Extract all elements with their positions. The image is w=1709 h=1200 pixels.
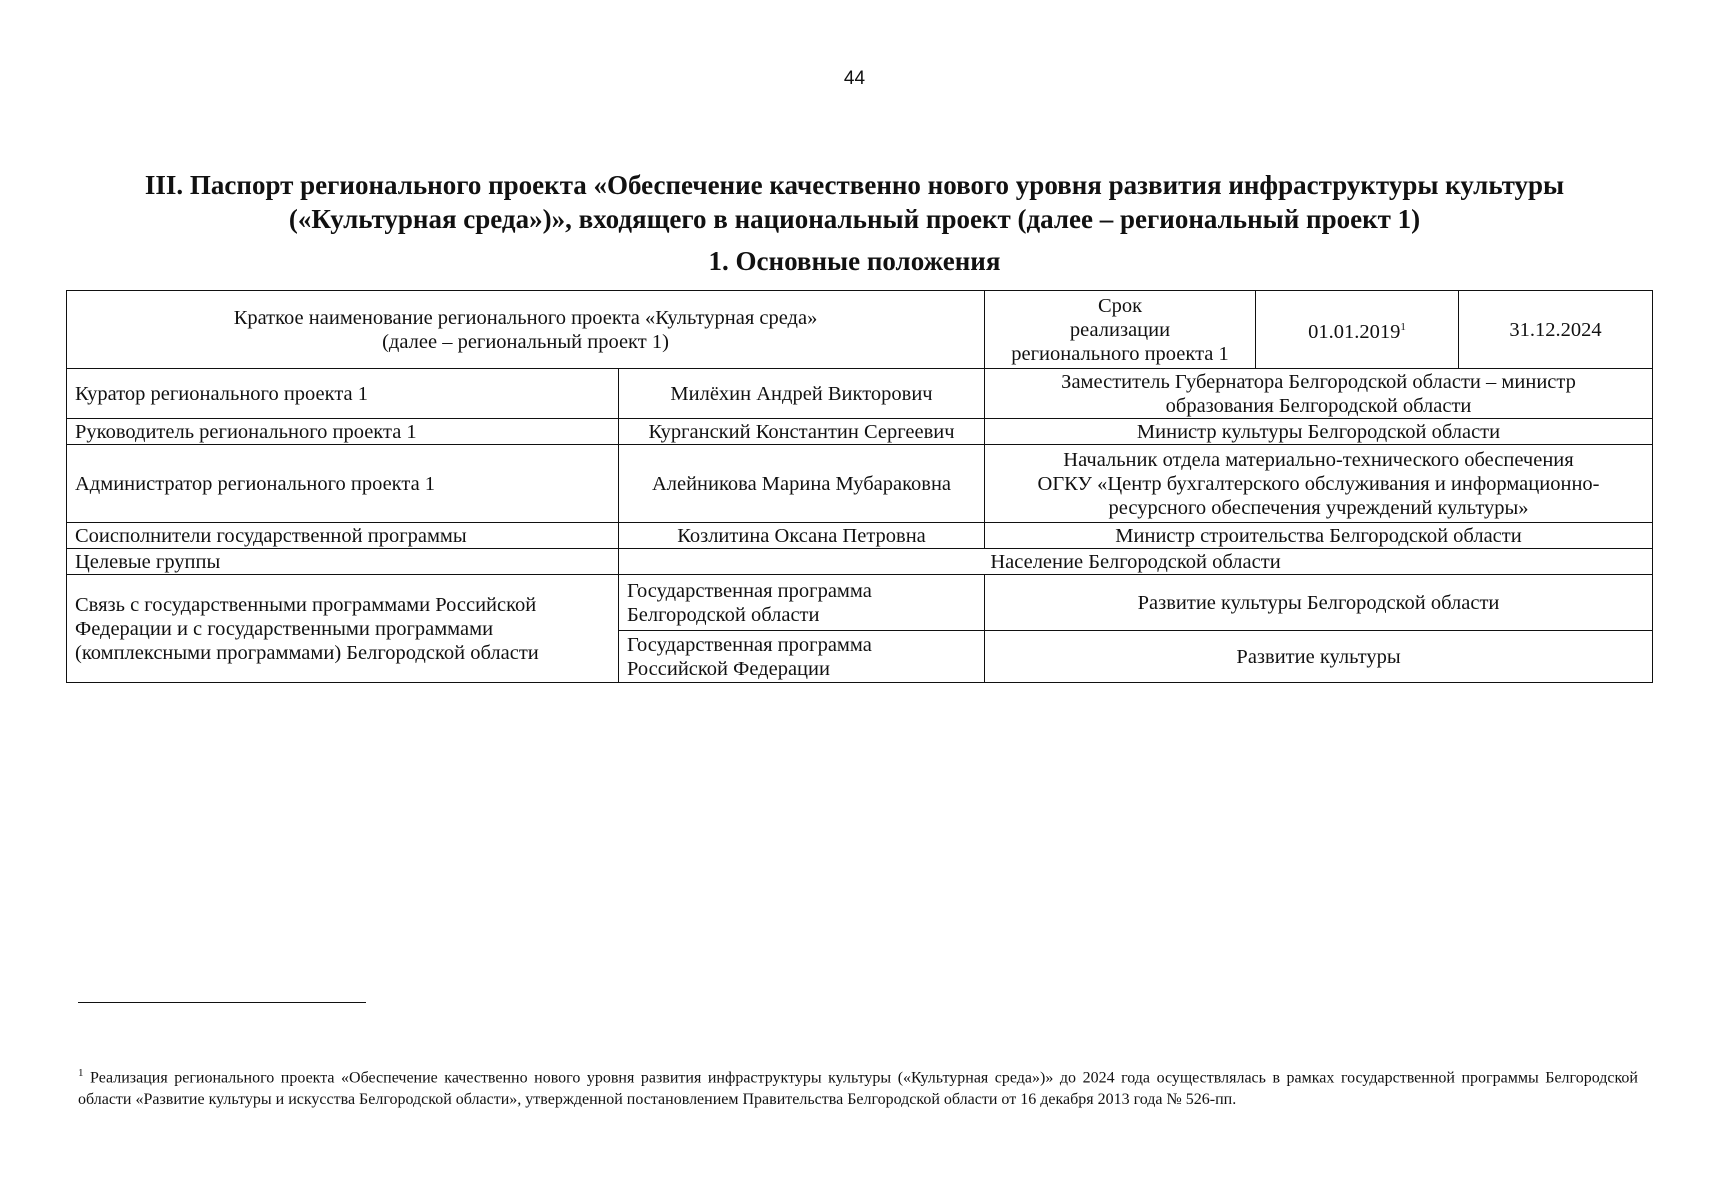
row-label: Куратор регионального проекта 1 xyxy=(67,369,619,419)
position-line-3: ресурсного обеспечения учреждений культуры» xyxy=(1108,496,1529,519)
program-type-line-2: Белгородской области xyxy=(627,603,820,626)
document-title-line-1: III. Паспорт регионального проекта «Обеспечение качественно нового уровня развития инфраструктуры культуры xyxy=(144,170,1565,200)
program-name: Развитие культуры xyxy=(985,631,1653,683)
table-header-row xyxy=(67,291,1653,369)
person-name: Милёхин Андрей Викторович xyxy=(619,369,985,419)
position-cell xyxy=(985,369,1653,419)
program-type-cell xyxy=(619,631,985,683)
footnote-separator xyxy=(78,1002,366,1003)
start-date: 01.01.2019 xyxy=(1308,320,1401,343)
section-title: 1. Основные положения xyxy=(708,246,1001,276)
program-links-label-line-2: Федерации и с государственными программами xyxy=(75,617,494,640)
person-name: Курганский Константин Сергеевич xyxy=(619,419,985,445)
target-group-value: Население Белгородской области xyxy=(619,549,1653,575)
person-name: Алейникова Марина Мубараковна xyxy=(619,445,985,523)
row-label: Целевые группы xyxy=(67,549,619,575)
table-row xyxy=(67,549,1653,575)
program-type-line-1: Государственная программа xyxy=(627,579,872,602)
project-short-name-line-2: (далее – региональный проект 1) xyxy=(382,330,669,353)
term-label-line-3: регионального проекта 1 xyxy=(1011,342,1229,365)
program-type-line-1: Государственная программа xyxy=(627,633,872,656)
table-row xyxy=(67,575,1653,631)
end-date-cell xyxy=(1459,291,1653,369)
program-type-line-2: Российской Федерации xyxy=(627,657,830,680)
program-links-label-cell xyxy=(67,575,619,683)
position-cell: Министр строительства Белгородской области xyxy=(985,523,1653,549)
start-date-cell xyxy=(1256,291,1459,369)
footnote xyxy=(78,1062,1638,1111)
program-links-label-line-1: Связь с государственными программами Российской xyxy=(75,593,537,616)
table-row xyxy=(67,523,1653,549)
program-links-label-line-3: (комплексными программами) Белгородской области xyxy=(75,641,539,664)
project-short-name-cell xyxy=(67,291,985,369)
end-date: 31.12.2024 xyxy=(1509,318,1602,341)
position-cell xyxy=(985,445,1653,523)
term-label-line-2: реализации xyxy=(1069,318,1171,341)
page-number: 44 xyxy=(843,68,866,89)
program-name: Развитие культуры Белгородской области xyxy=(985,575,1653,631)
document-title-line-2: («Культурная среда»)», входящего в национальный проект (далее – региональный проект 1) xyxy=(288,204,1421,234)
position-line-2: ОГКУ «Центр бухгалтерского обслуживания и информационно- xyxy=(1037,472,1600,495)
project-short-name-line-1: Краткое наименование регионального проекта «Культурная среда» xyxy=(233,306,818,329)
position-line-1: Заместитель Губернатора Белгородской области – министр xyxy=(1061,370,1576,393)
program-type-cell xyxy=(619,575,985,631)
person-name: Козлитина Оксана Петровна xyxy=(619,523,985,549)
footnote-reference[interactable]: 1 xyxy=(1400,321,1406,334)
position-line-2: образования Белгородской области xyxy=(1165,394,1472,417)
table-row xyxy=(67,445,1653,523)
project-passport-table xyxy=(66,290,1653,683)
footnote-mark: 1 xyxy=(78,1067,84,1079)
row-label: Администратор регионального проекта 1 xyxy=(67,445,619,523)
footnote-text: Реализация регионального проекта «Обеспечение качественно нового уровня развития инфраструктуры культуры («Культурная среда»)» до 2024 года осуществлялась в рамках государственной программы Белгородской области «Развитие культуры и искусства Белгородской области», утвержденной постановлением Правительства Белгородской области от 16 декабря 2013 года № 526-пп. xyxy=(78,1069,1638,1109)
term-label-line-1: Срок xyxy=(1097,294,1143,317)
table-row xyxy=(67,419,1653,445)
position-line-1: Начальник отдела материально-технического обеспечения xyxy=(1063,448,1574,471)
row-label: Соисполнители государственной программы xyxy=(67,523,619,549)
document-title xyxy=(60,168,1649,236)
position-cell: Министр культуры Белгородской области xyxy=(985,419,1653,445)
row-label: Руководитель регионального проекта 1 xyxy=(67,419,619,445)
table-row xyxy=(67,369,1653,419)
term-label-cell xyxy=(985,291,1256,369)
